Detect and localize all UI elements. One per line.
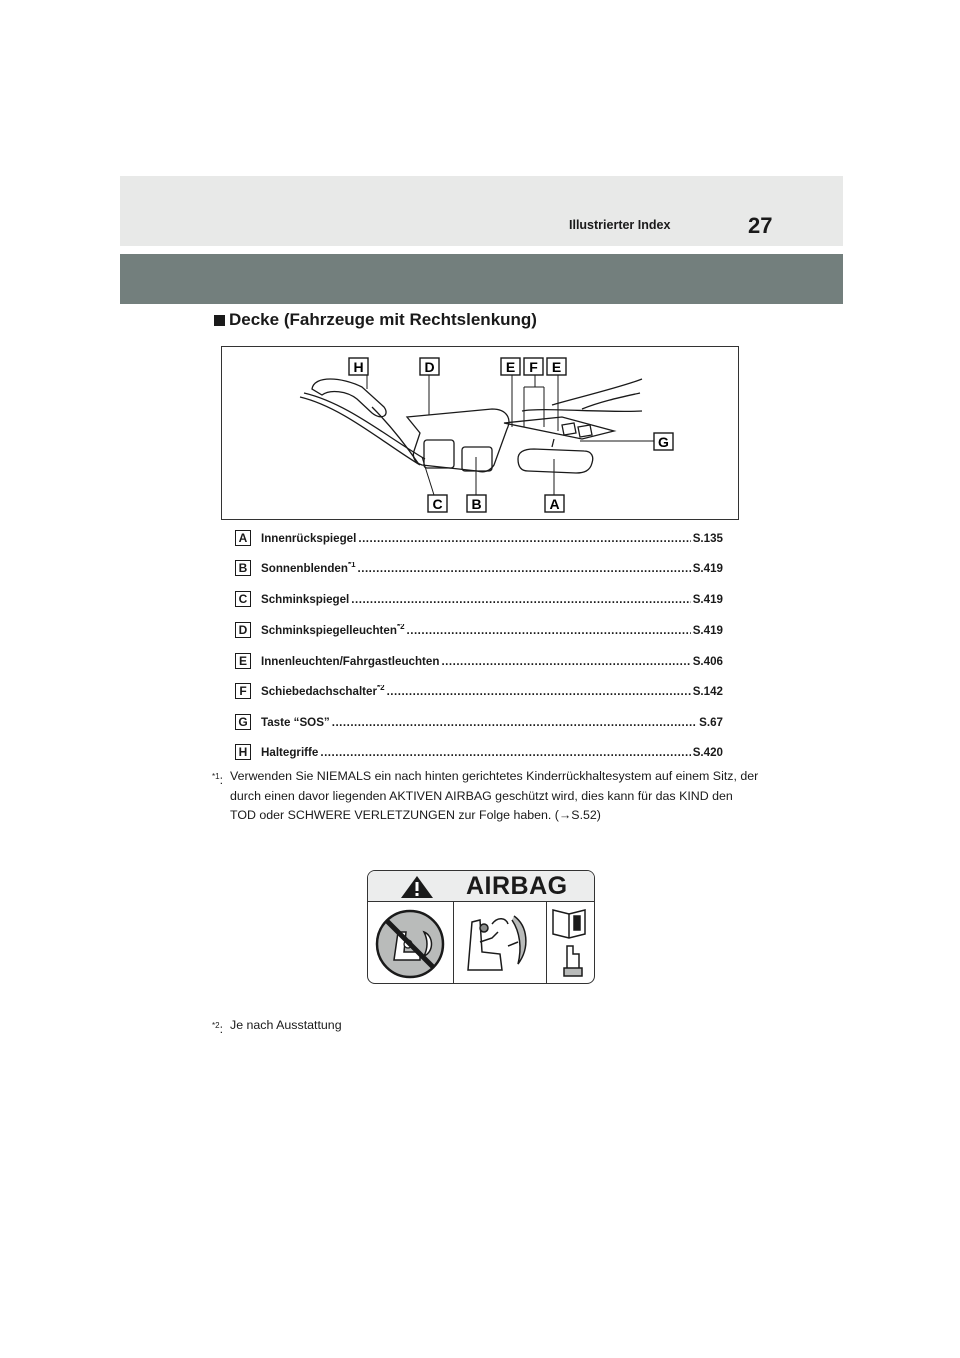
index-row-f (235, 681, 723, 701)
leader-dots (358, 532, 690, 545)
callout-c: C (432, 496, 443, 512)
index-letter: E (235, 653, 251, 669)
leader-dots (387, 685, 691, 698)
leader-dots (441, 655, 690, 668)
index-row-a (235, 528, 723, 548)
callout-a: A (549, 496, 560, 512)
index-label: Haltegriffe (261, 745, 319, 759)
airbag-panel-2 (454, 902, 547, 984)
index-label: Sonnenblenden (261, 561, 348, 575)
footnote-2: $^{*2}$: Je nach Ausstattung (212, 1016, 760, 1036)
read-manual-icon (547, 902, 593, 982)
page-ref[interactable]: S.419 (692, 623, 723, 637)
callout-e2: E (551, 359, 562, 375)
airbag-panel-3 (547, 902, 594, 984)
index-letter: G (235, 714, 251, 730)
bullet-square-icon (214, 315, 225, 326)
page-ref[interactable]: S.419 (692, 592, 723, 606)
header-band (120, 176, 843, 246)
callout-d: D (424, 359, 435, 375)
callout-h: H (353, 359, 364, 375)
index-entry (261, 562, 723, 575)
index-label: Schminkspiegel (261, 592, 350, 606)
leader-dots (358, 562, 691, 575)
index-row-b (235, 558, 723, 578)
page-ref[interactable]: S.406 (692, 654, 723, 668)
footnote-ref: *2 (377, 684, 385, 692)
index-entry (261, 624, 723, 637)
index-row-h (235, 742, 723, 762)
index-label: Taste “SOS” (261, 715, 330, 729)
footnote-1: $^{*1}$: Verwenden Sie NIEMALS ein nach hinten gerichtetes Kinderrückhaltesystem auf einem Sitz, der durch einen davor liegenden AKTIVEN AIRBAG geschützt wird, dies kann für das KIND den TOD oder SCHWERE VERLETZUNGEN zur Folge haben. (→S.52) (212, 767, 760, 826)
index-row-d (235, 620, 723, 640)
index-entry (261, 593, 723, 606)
index-label: Schminkspiegelleuchten (261, 623, 397, 637)
page-ref[interactable]: S.420 (692, 745, 723, 759)
airbag-title: AIRBAG (466, 872, 568, 900)
index-letter: B (235, 560, 251, 576)
leader-dots (351, 593, 690, 606)
airbag-label-panels (368, 902, 594, 984)
page-ref[interactable]: S.142 (692, 684, 723, 698)
page-ref[interactable]: S.419 (692, 561, 723, 575)
heading (214, 310, 537, 330)
heading-text: Decke (Fahrzeuge mit Rechtslenkung) (229, 310, 537, 329)
index-label: Innenrückspiegel (261, 531, 357, 545)
index-row-c (235, 589, 723, 609)
index-label: Innenleuchten/Fahrgastleuchten (261, 654, 440, 668)
callout-b: B (471, 496, 482, 512)
footnote-mark: *1 (212, 772, 220, 781)
index-row-e (235, 651, 723, 671)
index-letter: F (235, 683, 251, 699)
index-label: Schiebedachschalter (261, 684, 377, 698)
page-number: 27 (748, 213, 773, 238)
no-rear-facing-child-seat-icon (368, 902, 452, 982)
footnote-ref: *1 (347, 561, 356, 569)
airbag-warning-label (367, 870, 595, 984)
index-letter: H (235, 744, 251, 760)
footnote-text: Verwenden Sie NIEMALS ein nach hinten gerichtetes Kinderrückhaltesystem auf einem Sitz, der durch einen davor liegenden AKTIVEN AIRBAG geschützt wird, dies kann für das KIND den TOD oder SCHWERE VERLETZUNGEN zur Folge haben. (→S.52) (230, 769, 759, 822)
warning-triangle-icon (400, 875, 434, 899)
index-row-g (235, 712, 723, 732)
page-ref[interactable]: S.135 (692, 531, 723, 545)
ceiling-illustration (221, 346, 739, 520)
section-title: Illustrierter Index (569, 218, 671, 232)
index-entry (261, 716, 723, 729)
header-bar (120, 254, 843, 304)
leader-dots (407, 624, 691, 637)
index-letter: C (235, 591, 251, 607)
leader-dots (332, 716, 697, 729)
callout-e1: E (505, 359, 516, 375)
page-ref[interactable]: S.67 (699, 715, 723, 729)
leader-dots (320, 746, 690, 759)
footnote-mark: *2 (212, 1021, 220, 1030)
index-entry (261, 746, 723, 759)
index-entry (261, 655, 723, 668)
airbag-label-header (368, 871, 594, 902)
airbag-deploy-icon (454, 902, 546, 982)
index-entry (261, 532, 723, 545)
index-entry (261, 685, 723, 698)
footnote-ref: *2 (396, 623, 405, 631)
airbag-panel-1 (368, 902, 454, 984)
index-letter: D (235, 622, 251, 638)
index-letter: A (235, 530, 251, 546)
callout-f: F (529, 359, 538, 375)
ceiling-drawing (222, 347, 739, 520)
callout-g: G (658, 434, 669, 450)
footnote-text: Je nach Ausstattung (230, 1018, 342, 1032)
